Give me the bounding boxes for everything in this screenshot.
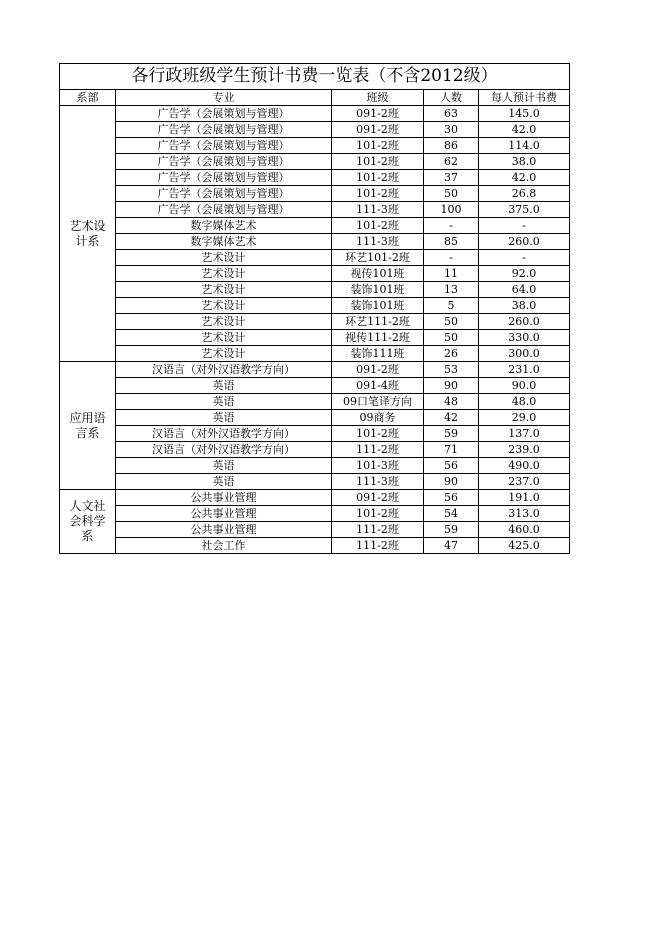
count-cell: 48	[424, 394, 479, 410]
major-cell: 艺术设计	[116, 330, 332, 346]
count-cell: 11	[424, 266, 479, 282]
count-cell: 47	[424, 538, 479, 554]
fee-cell: 42.0	[479, 122, 570, 138]
fee-table	[59, 63, 570, 554]
table-row	[60, 170, 570, 186]
major-cell: 艺术设计	[116, 266, 332, 282]
fee-cell: 92.0	[479, 266, 570, 282]
class-cell: 101-2班	[332, 506, 424, 522]
header-row	[60, 90, 570, 106]
table-row	[60, 266, 570, 282]
class-cell: 091-2班	[332, 122, 424, 138]
table-row	[60, 218, 570, 234]
dept-cell: 应用语言系	[60, 362, 116, 490]
major-cell: 汉语言（对外汉语教学方向）	[116, 442, 332, 458]
header-major: 专业	[116, 90, 332, 106]
major-cell: 广告学（会展策划与管理）	[116, 106, 332, 122]
count-cell: 50	[424, 186, 479, 202]
class-cell: 环艺101-2班	[332, 250, 424, 266]
fee-cell: 460.0	[479, 522, 570, 538]
table-row	[60, 378, 570, 394]
count-cell: 71	[424, 442, 479, 458]
table-row	[60, 250, 570, 266]
major-cell: 汉语言（对外汉语教学方向）	[116, 426, 332, 442]
class-cell: 101-2班	[332, 138, 424, 154]
table-row	[60, 442, 570, 458]
count-cell: 5	[424, 298, 479, 314]
class-cell: 111-2班	[332, 522, 424, 538]
class-cell: 装饰111班	[332, 346, 424, 362]
table-row	[60, 330, 570, 346]
count-cell: 85	[424, 234, 479, 250]
class-cell: 111-3班	[332, 234, 424, 250]
class-cell: 111-3班	[332, 202, 424, 218]
class-cell: 视传111-2班	[332, 330, 424, 346]
count-cell: 30	[424, 122, 479, 138]
major-cell: 广告学（会展策划与管理）	[116, 186, 332, 202]
class-cell: 101-2班	[332, 154, 424, 170]
class-cell: 视传101班	[332, 266, 424, 282]
table-row	[60, 474, 570, 490]
table-row	[60, 458, 570, 474]
table-row	[60, 506, 570, 522]
count-cell: 86	[424, 138, 479, 154]
class-cell: 091-2班	[332, 490, 424, 506]
fee-cell: 239.0	[479, 442, 570, 458]
class-cell: 09口笔译方向	[332, 394, 424, 410]
count-cell: 62	[424, 154, 479, 170]
table-row	[60, 362, 570, 378]
major-cell: 社会工作	[116, 538, 332, 554]
major-cell: 英语	[116, 394, 332, 410]
major-cell: 广告学（会展策划与管理）	[116, 170, 332, 186]
fee-cell: -	[479, 218, 570, 234]
class-cell: 091-2班	[332, 106, 424, 122]
fee-cell: 260.0	[479, 314, 570, 330]
fee-cell: 375.0	[479, 202, 570, 218]
class-cell: 101-2班	[332, 186, 424, 202]
major-cell: 数字媒体艺术	[116, 218, 332, 234]
fee-cell: 425.0	[479, 538, 570, 554]
header-count: 人数	[424, 90, 479, 106]
class-cell: 111-3班	[332, 474, 424, 490]
fee-cell: 114.0	[479, 138, 570, 154]
fee-cell: 260.0	[479, 234, 570, 250]
major-cell: 英语	[116, 474, 332, 490]
table-row	[60, 234, 570, 250]
count-cell: 90	[424, 474, 479, 490]
fee-cell: 490.0	[479, 458, 570, 474]
class-cell: 101-2班	[332, 170, 424, 186]
table-row	[60, 522, 570, 538]
class-cell: 111-2班	[332, 538, 424, 554]
table-row	[60, 202, 570, 218]
class-cell: 09商务	[332, 410, 424, 426]
major-cell: 公共事业管理	[116, 506, 332, 522]
count-cell: 13	[424, 282, 479, 298]
fee-cell: 330.0	[479, 330, 570, 346]
count-cell: 54	[424, 506, 479, 522]
fee-cell: 26.8	[479, 186, 570, 202]
dept-cell: 人文社会科学系	[60, 490, 116, 554]
major-cell: 公共事业管理	[116, 522, 332, 538]
count-cell: 50	[424, 330, 479, 346]
fee-cell: 145.0	[479, 106, 570, 122]
fee-cell: 29.0	[479, 410, 570, 426]
table-row	[60, 138, 570, 154]
class-cell: 101-2班	[332, 218, 424, 234]
major-cell: 英语	[116, 458, 332, 474]
header-dept: 系部	[60, 90, 116, 106]
table-row	[60, 538, 570, 554]
major-cell: 广告学（会展策划与管理）	[116, 122, 332, 138]
table-row	[60, 298, 570, 314]
count-cell: 53	[424, 362, 479, 378]
major-cell: 广告学（会展策划与管理）	[116, 154, 332, 170]
major-cell: 艺术设计	[116, 250, 332, 266]
major-cell: 艺术设计	[116, 314, 332, 330]
major-cell: 英语	[116, 410, 332, 426]
count-cell: 63	[424, 106, 479, 122]
fee-cell: 191.0	[479, 490, 570, 506]
fee-cell: 313.0	[479, 506, 570, 522]
fee-cell: 90.0	[479, 378, 570, 394]
class-cell: 091-4班	[332, 378, 424, 394]
fee-sheet	[59, 63, 569, 554]
count-cell: 37	[424, 170, 479, 186]
class-cell: 装饰101班	[332, 298, 424, 314]
class-cell: 111-2班	[332, 442, 424, 458]
class-cell: 101-3班	[332, 458, 424, 474]
table-row	[60, 314, 570, 330]
class-cell: 091-2班	[332, 362, 424, 378]
fee-cell: 237.0	[479, 474, 570, 490]
fee-cell: 42.0	[479, 170, 570, 186]
count-cell: 56	[424, 458, 479, 474]
major-cell: 广告学（会展策划与管理）	[116, 138, 332, 154]
class-cell: 101-2班	[332, 426, 424, 442]
fee-cell: 38.0	[479, 154, 570, 170]
fee-cell: 137.0	[479, 426, 570, 442]
major-cell: 艺术设计	[116, 282, 332, 298]
table-row	[60, 106, 570, 122]
header-class: 班级	[332, 90, 424, 106]
major-cell: 公共事业管理	[116, 490, 332, 506]
table-row	[60, 410, 570, 426]
fee-cell: 48.0	[479, 394, 570, 410]
table-row	[60, 154, 570, 170]
fee-cell: 38.0	[479, 298, 570, 314]
count-cell: 59	[424, 426, 479, 442]
major-cell: 艺术设计	[116, 298, 332, 314]
major-cell: 数字媒体艺术	[116, 234, 332, 250]
count-cell: 42	[424, 410, 479, 426]
class-cell: 装饰101班	[332, 282, 424, 298]
fee-cell: 64.0	[479, 282, 570, 298]
count-cell: 26	[424, 346, 479, 362]
major-cell: 英语	[116, 378, 332, 394]
major-cell: 广告学（会展策划与管理）	[116, 202, 332, 218]
table-row	[60, 282, 570, 298]
table-row	[60, 394, 570, 410]
count-cell: -	[424, 218, 479, 234]
count-cell: 100	[424, 202, 479, 218]
count-cell: -	[424, 250, 479, 266]
table-row	[60, 186, 570, 202]
fee-cell: -	[479, 250, 570, 266]
count-cell: 90	[424, 378, 479, 394]
class-cell: 环艺111-2班	[332, 314, 424, 330]
table-row	[60, 490, 570, 506]
fee-cell: 231.0	[479, 362, 570, 378]
count-cell: 56	[424, 490, 479, 506]
count-cell: 59	[424, 522, 479, 538]
dept-cell: 艺术设计系	[60, 106, 116, 362]
page-title: 各行政班级学生预计书费一览表（不含2012级）	[60, 64, 570, 90]
major-cell: 汉语言（对外汉语教学方向）	[116, 362, 332, 378]
header-fee: 每人预计书费	[479, 90, 570, 106]
table-row	[60, 346, 570, 362]
count-cell: 50	[424, 314, 479, 330]
table-row	[60, 426, 570, 442]
fee-cell: 300.0	[479, 346, 570, 362]
table-row	[60, 122, 570, 138]
table-body	[60, 106, 570, 554]
major-cell: 艺术设计	[116, 346, 332, 362]
